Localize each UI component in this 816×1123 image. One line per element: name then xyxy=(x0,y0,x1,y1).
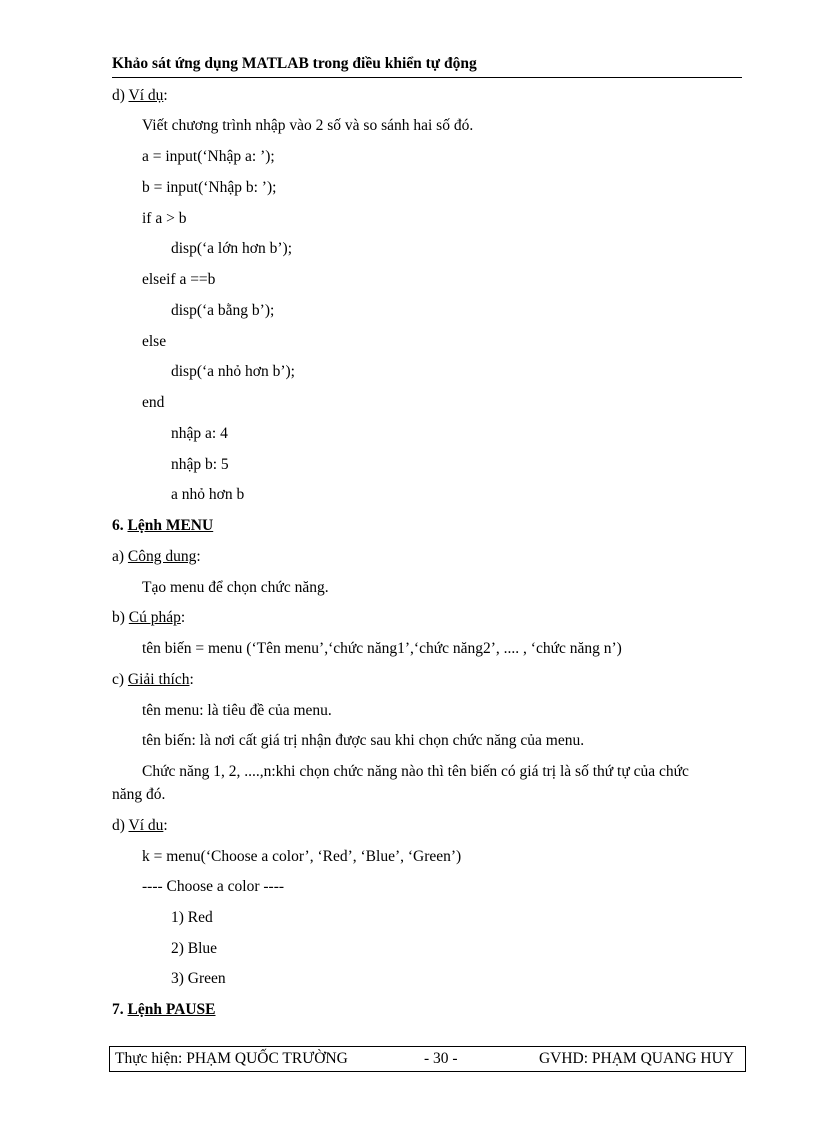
code-line: a = input(‘Nhập a: ’); xyxy=(142,148,275,165)
code-line: else xyxy=(142,333,167,350)
footer-advisor: GVHD: PHẠM QUANG HUY xyxy=(538,1050,734,1067)
footer-author: Thực hiện: PHẠM QUỐC TRƯỜNG xyxy=(115,1050,348,1067)
subheading-label: Ví dụ xyxy=(128,87,164,104)
subheading-vi-du: d) Ví dụ: xyxy=(112,87,168,104)
subheading-cong-dung: a) Công dung: xyxy=(112,548,201,565)
document-title: Khảo sát ứng dụng MATLAB trong điều khiển tự động xyxy=(112,55,477,72)
code-line: if a > b xyxy=(142,210,187,227)
subheading-label: Ví du xyxy=(128,817,164,834)
subheading-label: Giải thích xyxy=(127,671,190,688)
syntax-line: tên biến = menu (‘Tên menu’,‘chức năng1’,‘chức năng2’, .... , ‘chức năng n’) xyxy=(142,640,622,657)
code-line: elseif a ==b xyxy=(142,271,216,288)
output-line: ---- Choose a color ---- xyxy=(142,878,285,895)
paragraph: Viết chương trình nhập vào 2 số và so sánh hai số đó. xyxy=(142,117,474,134)
subheading-giai-thich: c) Giải thích: xyxy=(112,671,194,688)
section-heading-pause: 7. Lệnh PAUSE xyxy=(112,1001,216,1018)
paragraph: năng đó. xyxy=(112,786,166,803)
page-number: - 30 - xyxy=(424,1050,458,1067)
output-line: nhập a: 4 xyxy=(171,425,228,442)
subheading-cu-phap: b) Cú pháp: xyxy=(112,609,186,626)
page-header xyxy=(112,52,742,78)
subheading-vi-du-2: d) Ví du: xyxy=(112,817,168,834)
output-line: 2) Blue xyxy=(171,940,218,957)
code-line: disp(‘a nhỏ hơn b’); xyxy=(171,363,295,380)
output-line: nhập b: 5 xyxy=(171,456,229,473)
output-line: a nhỏ hơn b xyxy=(171,486,245,503)
paragraph: tên biến: là nơi cất giá trị nhận được sau khi chọn chức năng của menu. xyxy=(142,732,585,749)
paragraph: Tạo menu để chọn chức năng. xyxy=(142,579,329,596)
output-line: 1) Red xyxy=(171,909,213,926)
page-footer xyxy=(109,1046,746,1072)
code-line: b = input(‘Nhập b: ’); xyxy=(142,179,277,196)
subheading-label: Công dung xyxy=(127,548,197,565)
paragraph: tên menu: là tiêu đề của menu. xyxy=(142,702,332,719)
code-line: end xyxy=(142,394,165,411)
output-line: 3) Green xyxy=(171,970,226,987)
paragraph: Chức năng 1, 2, ....,n:khi chọn chức năng nào thì tên biến có giá trị là số thứ tự của chức xyxy=(142,763,689,780)
section-heading-menu: 6. Lệnh MENU xyxy=(112,517,214,534)
section-title: Lệnh MENU xyxy=(127,517,214,534)
code-line: disp(‘a lớn hơn b’); xyxy=(171,240,292,257)
code-line: disp(‘a bằng b’); xyxy=(171,302,275,319)
code-line: k = menu(‘Choose a color’, ‘Red’, ‘Blue’, ‘Green’) xyxy=(142,848,462,865)
subheading-label: Cú pháp xyxy=(128,609,181,626)
section-title: Lệnh PAUSE xyxy=(127,1001,216,1018)
